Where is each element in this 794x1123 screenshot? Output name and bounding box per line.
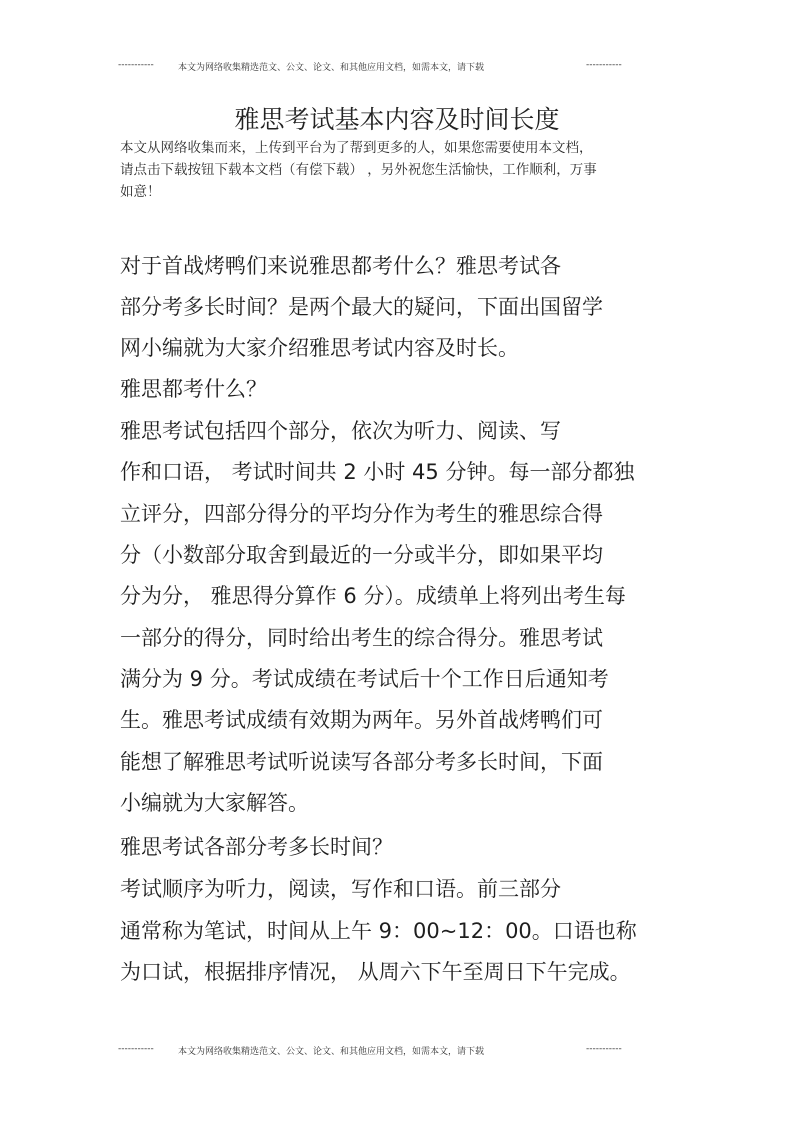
body-line: 为口试，根据排序情况， 从周六下午至周日下午完成。 (120, 960, 631, 984)
body-line: 一部分的得分，同时给出考生的综合得分。雅思考试 (120, 626, 603, 650)
notice-line: 如意！ (120, 184, 161, 200)
body-line: 满分为 9 分。考试成绩在考试后十个工作日后通知考 (120, 667, 609, 691)
body-line: 分（小数部分取舍到最近的一分或半分，即如果平均 (120, 543, 603, 567)
body-line: 对于首战烤鸭们来说雅思都考什么？雅思考试各 (120, 254, 561, 278)
page-footer (118, 1044, 638, 1060)
body-line: 能想了解雅思考试听说读写各部分考多长时间，下面 (120, 750, 603, 774)
page-header (118, 60, 638, 76)
body-line: 作和口语， 考试时间共 2 小时 45 分钟。每一部分都独 (120, 460, 635, 484)
notice-line: 请点击下载按钮下载本文档（有偿下载） ，另外祝您生活愉快，工作顺利，万事 (120, 162, 597, 178)
body-line: 网小编就为大家介绍雅思考试内容及时长。 (120, 336, 519, 360)
document-title: 雅思考试基本内容及时间长度 (234, 105, 560, 134)
header-rule-right: ----------- (586, 60, 622, 70)
footer-rule-right: ----------- (586, 1044, 622, 1054)
header-rule-left: ----------- (118, 60, 154, 70)
footer-text: 本文为网络收集精选范文、公文、论文、和其他应用文档，如需本文，请下载 (178, 1047, 485, 1057)
section-heading: 雅思考试各部分考多长时间？ (120, 835, 393, 859)
body-line: 雅思考试包括四个部分，依次为听力、阅读、写 (120, 419, 561, 443)
body-line: 小编就为大家解答。 (120, 791, 309, 815)
body-line: 通常称为笔试，时间从上午 9：00~12：00。口语也称 (120, 919, 637, 943)
body-line: 考试顺序为听力，阅读，写作和口语。前三部分 (120, 877, 561, 901)
body-line: 生。雅思考试成绩有效期为两年。另外首战烤鸭们可 (120, 708, 603, 732)
body-line: 部分考多长时间？是两个最大的疑问，下面出国留学 (120, 295, 603, 319)
body-line: 立评分，四部分得分的平均分作为考生的雅思综合得 (120, 502, 603, 526)
header-text: 本文为网络收集精选范文、公文、论文、和其他应用文档，如需本文，请下载 (178, 63, 485, 73)
section-heading: 雅思都考什么？ (120, 377, 267, 401)
notice-line: 本文从网络收集而来，上传到平台为了帮到更多的人，如果您需要使用本文档， (120, 140, 593, 156)
body-line: 分为分， 雅思得分算作 6 分）。成绩单上将列出考生每 (120, 584, 626, 608)
footer-rule-left: ----------- (118, 1044, 154, 1054)
